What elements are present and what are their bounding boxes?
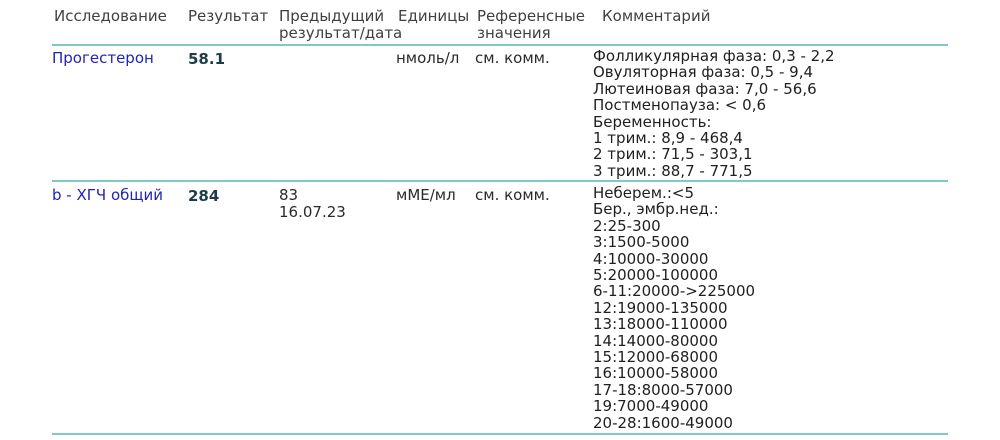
test-name-link[interactable]: b - ХГЧ общий [52, 186, 163, 204]
comment-line: 14:14000-80000 [593, 331, 718, 350]
previous-date: 16.07.23 [279, 203, 346, 221]
header-test: Исследование [54, 7, 167, 25]
comment-line: 20-28:1600-49000 [593, 413, 733, 432]
comment-line: 2 трим.: 71,5 - 303,1 [593, 145, 753, 164]
row-divider [52, 180, 948, 182]
reference-value: см. комм. [475, 186, 550, 204]
comment-line: Бер., эмбр.нед.: [593, 200, 719, 219]
header-units: Единицы [398, 7, 470, 25]
comment-line: Беременность: [593, 112, 712, 131]
comment-line: 2:25-300 [593, 216, 661, 235]
comment-line: 3:1500-5000 [593, 233, 690, 252]
comment-line: 5:20000-100000 [593, 266, 718, 285]
row-divider [52, 433, 948, 435]
comment-line: Овуляторная фаза: 0,5 - 9,4 [593, 63, 814, 82]
header-previous [279, 8, 402, 42]
comment-line: 12:19000-135000 [593, 298, 728, 317]
units-value: нмоль/л [396, 49, 460, 67]
comment-line: 1 трим.: 8,9 - 468,4 [593, 129, 743, 148]
header-result: Результат [188, 7, 269, 25]
header-previous-line1: Предыдущий [279, 7, 385, 25]
test-name-link[interactable]: Прогестерон [52, 49, 154, 67]
header-reference [477, 8, 585, 42]
result-value: 284 [188, 187, 220, 205]
comment-line: 15:12000-68000 [593, 348, 718, 367]
previous-value: 83 [279, 186, 299, 204]
header-divider [52, 44, 948, 46]
comment-line: Постменопауза: < 0,6 [593, 96, 767, 115]
comment-line: 19:7000-49000 [593, 397, 709, 416]
table-header [0, 0, 1000, 46]
comment-line: 13:18000-110000 [593, 315, 728, 334]
header-previous-line2: результат/дата [279, 24, 403, 42]
header-comment: Комментарий [602, 7, 711, 25]
result-value: 58.1 [188, 50, 226, 68]
previous-result [279, 187, 346, 221]
comment-block [593, 185, 755, 431]
comment-line: Неберем.:<5 [593, 184, 694, 202]
comment-line: 6-11:20000->225000 [593, 282, 756, 301]
comment-block [593, 48, 835, 179]
comment-line: 4:10000-30000 [593, 249, 709, 268]
comment-line: Лютеиновая фаза: 7,0 - 56,6 [593, 79, 817, 98]
units-value: мМЕ/мл [396, 186, 456, 204]
header-reference-line2: значения [477, 24, 551, 42]
comment-line: Фолликулярная фаза: 0,3 - 2,2 [593, 47, 835, 65]
comment-line: 16:10000-58000 [593, 364, 718, 383]
comment-line: 3 трим.: 88,7 - 771,5 [593, 161, 753, 180]
reference-value: см. комм. [475, 49, 550, 67]
comment-line: 17-18:8000-57000 [593, 380, 733, 399]
header-reference-line1: Референсные [477, 7, 586, 25]
